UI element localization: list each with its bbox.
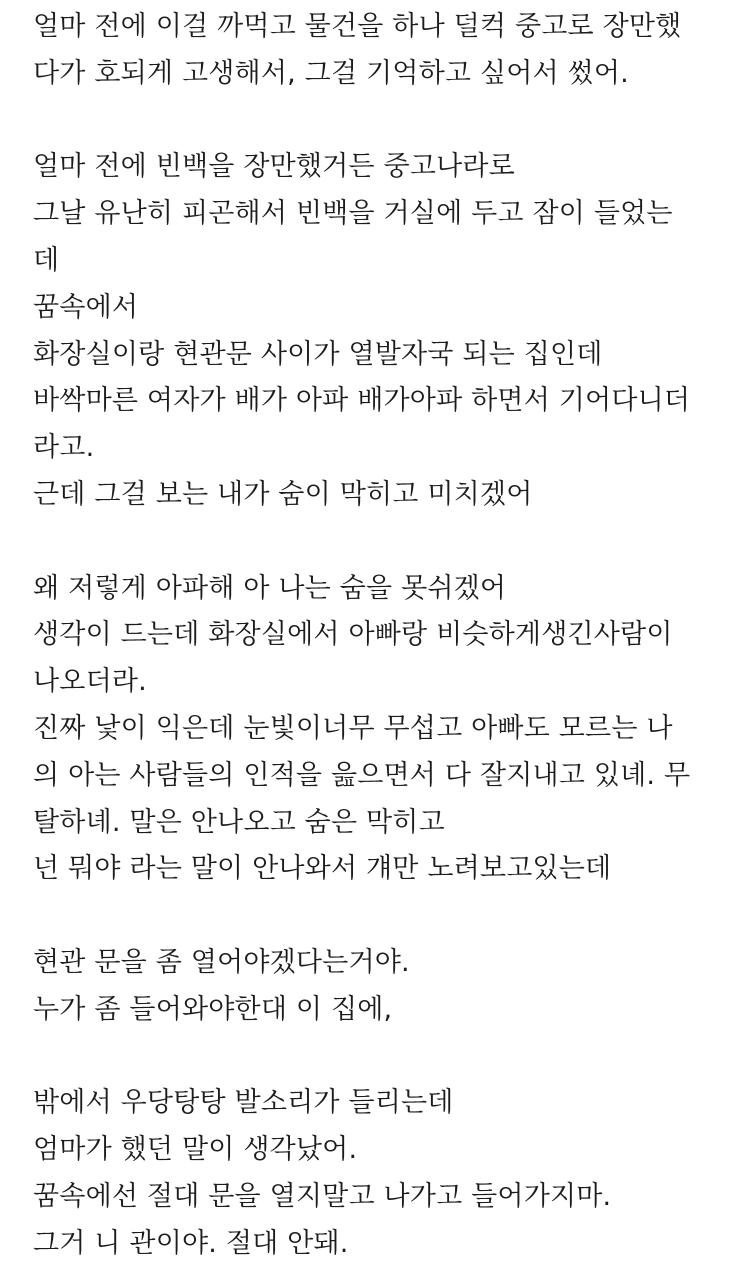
text-line: 바싹마른 여자가 배가 아파 배가아파 하면서 기어다니더 xyxy=(33,385,691,417)
blank-line xyxy=(33,1034,727,1081)
text-line: 근데 그걸 보는 내가 숨이 막히고 미치겠어 xyxy=(33,478,533,510)
text-line: 라고. xyxy=(33,432,95,464)
text-line: 얼마 전에 빈백을 장만했거든 중고나라로 xyxy=(33,151,515,183)
text-line: 다가 호되게 고생해서, 그걸 기억하고 싶어서 썼어. xyxy=(33,57,629,89)
text-line: 누가 좀 들어와야한대 이 집에, xyxy=(33,993,393,1025)
text-line: 엄마가 했던 말이 생각났어. xyxy=(33,1134,358,1166)
text-line: 화장실이랑 현관문 사이가 열발자국 되는 집인데 xyxy=(33,338,603,370)
blank-line xyxy=(33,893,727,940)
text-line: 현관 문을 좀 열어야겠다는거야. xyxy=(33,946,410,978)
text-line: 의 아는 사람들의 인적을 읊으면서 다 잘지내고 있녜. 무 xyxy=(33,759,691,791)
text-line: 얼마 전에 이걸 까먹고 물건을 하나 덜컥 중고로 장만했 xyxy=(33,11,682,42)
text-line: 데 xyxy=(33,244,60,276)
text-line: 꿈속에서 xyxy=(33,291,139,323)
text-line: 탈하녜. 말은 안나오고 숨은 막히고 xyxy=(33,806,445,838)
text-line: 그날 유난히 피곤해서 빈백을 거실에 두고 잠이 들었는 xyxy=(33,198,673,230)
text-line: 왜 저렇게 아파해 아 나는 숨을 못쉬겠어 xyxy=(33,572,507,604)
text-line: 넌 뭐야 라는 말이 안나와서 걔만 노려보고있는데 xyxy=(33,853,612,885)
text-line: 진짜 낯이 익은데 눈빛이너무 무섭고 아빠도 모르는 나 xyxy=(33,712,673,744)
blank-line xyxy=(33,519,727,566)
text-line: 밖에서 우당탕탕 발소리가 들리는데 xyxy=(33,1087,454,1119)
text-line: 나오더라. xyxy=(33,666,147,698)
text-line: 꿈속에선 절대 문을 열지말고 나가고 들어가지마. xyxy=(33,1180,612,1212)
text-line: 생각이 드는데 화장실에서 아빠랑 비슷하게생긴사람이 xyxy=(33,619,673,651)
text-line: 그거 니 관이야. 절대 안돼. xyxy=(33,1227,349,1259)
blank-line xyxy=(33,98,727,145)
